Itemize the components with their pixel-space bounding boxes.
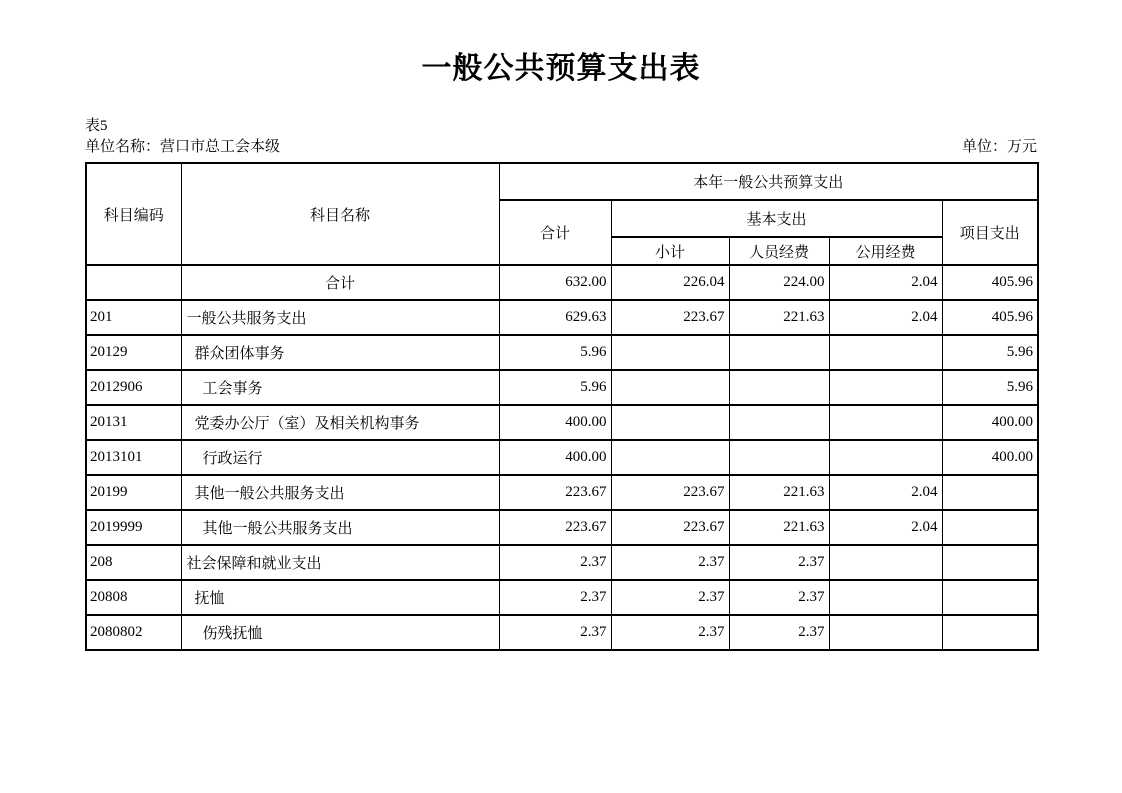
basic-subtotal-cell: 226.04 [611, 265, 729, 300]
header-subject-name: 科目名称 [181, 163, 499, 265]
public-funds-cell [829, 615, 942, 650]
personnel-funds-cell: 221.63 [729, 510, 829, 545]
personnel-funds-cell [729, 335, 829, 370]
table-row [86, 265, 1038, 300]
table-header [86, 163, 1038, 265]
document-sheet [85, 50, 1037, 651]
subject-name-cell: 社会保障和就业支出 [181, 545, 499, 580]
total-cell: 400.00 [499, 440, 611, 475]
header-basic-expenditure-group: 基本支出 [611, 200, 942, 237]
table-number-label: 表5 [85, 118, 108, 134]
basic-subtotal-cell: 223.67 [611, 475, 729, 510]
public-funds-cell: 2.04 [829, 510, 942, 545]
project-expenditure-cell: 400.00 [942, 440, 1038, 475]
public-funds-cell: 2.04 [829, 475, 942, 510]
subject-code-cell: 2080802 [86, 615, 181, 650]
subject-name-cell: 抚恤 [181, 580, 499, 615]
basic-subtotal-cell: 223.67 [611, 300, 729, 335]
project-expenditure-cell: 405.96 [942, 265, 1038, 300]
basic-subtotal-cell [611, 335, 729, 370]
basic-subtotal-cell [611, 370, 729, 405]
subject-name-cell: 行政运行 [181, 440, 499, 475]
personnel-funds-cell: 224.00 [729, 265, 829, 300]
header-project-expenditure: 项目支出 [942, 200, 1038, 265]
subject-name-cell: 伤残抚恤 [181, 615, 499, 650]
table-row [86, 370, 1038, 405]
basic-subtotal-cell: 223.67 [611, 510, 729, 545]
subject-code-cell: 2019999 [86, 510, 181, 545]
header-subtotal: 小计 [611, 237, 729, 265]
public-funds-cell [829, 580, 942, 615]
basic-subtotal-cell [611, 440, 729, 475]
budget-expenditure-table [85, 162, 1039, 651]
subject-name-cell: 群众团体事务 [181, 335, 499, 370]
total-cell: 2.37 [499, 545, 611, 580]
total-cell: 2.37 [499, 580, 611, 615]
subject-code-cell: 20808 [86, 580, 181, 615]
personnel-funds-cell: 2.37 [729, 545, 829, 580]
subject-code-cell: 2012906 [86, 370, 181, 405]
table-meta-row [85, 136, 1037, 158]
subject-code-cell: 208 [86, 545, 181, 580]
subject-name-cell: 党委办公厅（室）及相关机构事务 [181, 405, 499, 440]
public-funds-cell [829, 335, 942, 370]
project-expenditure-cell: 400.00 [942, 405, 1038, 440]
total-cell: 2.37 [499, 615, 611, 650]
subject-name-cell: 其他一般公共服务支出 [181, 510, 499, 545]
personnel-funds-cell [729, 440, 829, 475]
total-cell: 400.00 [499, 405, 611, 440]
header-public-funds: 公用经费 [829, 237, 942, 265]
unit-name-label: 单位名称：营口市总工会本级 [85, 139, 281, 155]
table-row [86, 545, 1038, 580]
project-expenditure-cell [942, 510, 1038, 545]
project-expenditure-cell [942, 580, 1038, 615]
table-row [86, 510, 1038, 545]
subject-code-cell: 20129 [86, 335, 181, 370]
project-expenditure-cell: 405.96 [942, 300, 1038, 335]
table-row [86, 405, 1038, 440]
currency-unit-label: 单位：万元 [961, 139, 1037, 155]
project-expenditure-cell: 5.96 [942, 370, 1038, 405]
header-subject-code: 科目编码 [86, 163, 181, 265]
project-expenditure-cell [942, 545, 1038, 580]
project-expenditure-cell: 5.96 [942, 335, 1038, 370]
subject-name-cell: 工会事务 [181, 370, 499, 405]
table-row [86, 615, 1038, 650]
public-funds-cell: 2.04 [829, 300, 942, 335]
total-cell: 632.00 [499, 265, 611, 300]
public-funds-cell: 2.04 [829, 265, 942, 300]
subject-code-cell [86, 265, 181, 300]
project-expenditure-cell [942, 615, 1038, 650]
subject-name-cell: 其他一般公共服务支出 [181, 475, 499, 510]
personnel-funds-cell: 221.63 [729, 300, 829, 335]
page-title: 一般公共预算支出表 [421, 52, 701, 85]
total-cell: 5.96 [499, 370, 611, 405]
personnel-funds-cell: 221.63 [729, 475, 829, 510]
public-funds-cell [829, 440, 942, 475]
basic-subtotal-cell: 2.37 [611, 580, 729, 615]
total-cell: 223.67 [499, 475, 611, 510]
project-expenditure-cell [942, 475, 1038, 510]
subject-name-cell: 合计 [181, 265, 499, 300]
subject-code-cell: 20131 [86, 405, 181, 440]
personnel-funds-cell [729, 370, 829, 405]
public-funds-cell [829, 370, 942, 405]
table-row [86, 580, 1038, 615]
total-cell: 629.63 [499, 300, 611, 335]
personnel-funds-cell: 2.37 [729, 580, 829, 615]
basic-subtotal-cell: 2.37 [611, 545, 729, 580]
header-current-year-group: 本年一般公共预算支出 [499, 163, 1038, 200]
subject-code-cell: 20199 [86, 475, 181, 510]
public-funds-cell [829, 545, 942, 580]
header-personnel-funds: 人员经费 [729, 237, 829, 265]
subject-name-cell: 一般公共服务支出 [181, 300, 499, 335]
basic-subtotal-cell: 2.37 [611, 615, 729, 650]
personnel-funds-cell [729, 405, 829, 440]
subject-code-cell: 201 [86, 300, 181, 335]
table-row [86, 300, 1038, 335]
header-total: 合计 [499, 200, 611, 265]
personnel-funds-cell: 2.37 [729, 615, 829, 650]
table-row [86, 475, 1038, 510]
basic-subtotal-cell [611, 405, 729, 440]
public-funds-cell [829, 405, 942, 440]
table-row [86, 335, 1038, 370]
total-cell: 223.67 [499, 510, 611, 545]
table-row [86, 440, 1038, 475]
total-cell: 5.96 [499, 335, 611, 370]
table-body [86, 265, 1038, 650]
subject-code-cell: 2013101 [86, 440, 181, 475]
